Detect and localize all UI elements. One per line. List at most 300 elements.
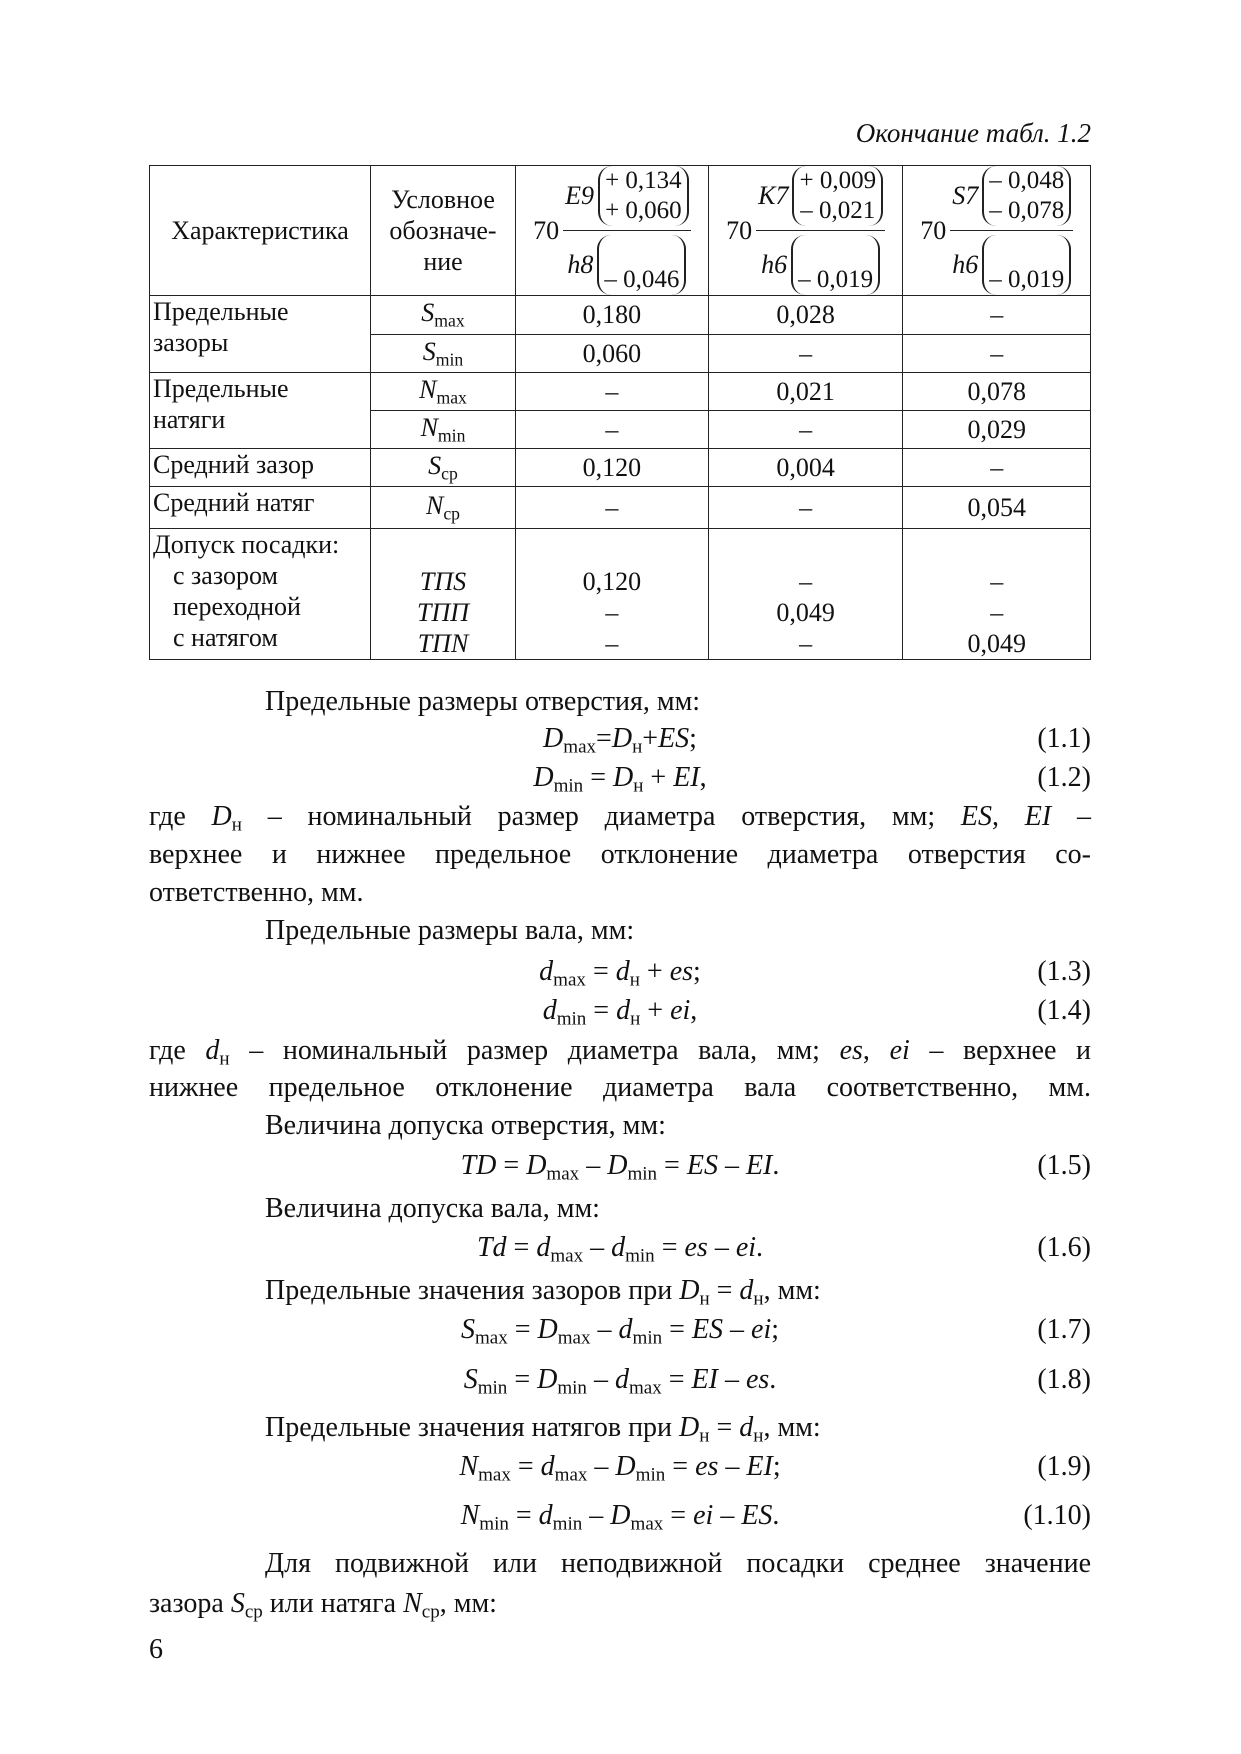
fit-hole [756,166,885,231]
label-line: Средний натяг [153,488,315,517]
math-symbol: d [618,1314,633,1345]
math-symbol: es [684,1232,708,1263]
math-symbol: Td [476,1232,507,1263]
text-segment: + [640,995,671,1026]
symbol-cell [371,373,516,411]
math-subscript: max [478,1464,511,1486]
math-subscript: max [557,1327,591,1349]
symbol-cell [371,487,516,529]
header-symbol-line: ние [423,247,463,276]
hole-deviations [982,166,1071,226]
symbol: S [428,450,442,480]
text-segment: , [992,801,1025,832]
line-content [543,721,697,766]
math-symbol: d [536,1232,551,1263]
math-subscript: min [556,1008,587,1030]
text-segment: – номинальный размер диаметра вала, мм; [229,1035,840,1066]
formula-line [149,993,1091,1038]
label-line: натяги [153,405,226,434]
text-segment: = [510,1451,541,1482]
math-subscript: min [632,1327,663,1349]
text-segment: , [862,1035,890,1066]
value-cell: – [903,335,1091,373]
symbol-subscript: min [435,349,464,370]
fit-shaft [565,231,688,295]
text-line [149,1273,1091,1318]
text-line [149,684,1091,720]
line-content [207,1410,821,1455]
fit-fraction [563,166,691,295]
math-symbol: EI [673,762,700,793]
label-line: Предельные [153,297,289,326]
header-fit [903,166,1091,296]
text-segment: – [713,1500,742,1531]
text-segment: , мм: [763,1275,821,1306]
math-symbol: ES [686,1150,718,1181]
math-symbol: EI [691,1364,718,1395]
text-segment: верхнее и нижнее предельное отклонение диаметра отверстия со- [149,839,1091,870]
math-symbol: d [611,1232,626,1263]
math-symbol: d [205,1035,220,1066]
math-symbol: S [463,1364,478,1395]
line-content [207,1108,666,1144]
line-content [459,1449,780,1494]
math-symbol: S [460,1314,475,1345]
value-cell: – [708,487,903,529]
tolerance-symbol: TПN [417,629,469,658]
label-line: зазоры [153,328,229,357]
value-cell: 0,120 [516,449,709,487]
deviation [989,235,1064,265]
text-segment: или натяга [262,1588,404,1619]
value-cell: 0,054 [903,487,1091,529]
shaft-field: h6 [952,250,979,279]
text-line [149,1586,1091,1631]
formula-line [149,721,1091,766]
text-segment: ; [693,956,701,987]
math-symbol: D [679,1275,700,1306]
math-symbol: TD [460,1150,497,1181]
text-segment: Величина допуска вала, мм: [265,1193,600,1224]
characteristic-label [150,449,371,487]
equation-number: (1.1) [1037,723,1091,754]
symbol-subscript: ср [443,503,461,524]
math-symbol: d [739,1412,754,1443]
text-segment: – [723,1314,752,1345]
value-cell: 0,004 [708,449,903,487]
shaft-field: h8 [567,250,594,279]
fit-nominal: 70 [533,215,560,245]
text-segment: – [583,1232,612,1263]
symbol-subscript: max [434,310,465,331]
characteristic-label [150,373,371,449]
hole-field: E9 [565,181,595,210]
equation-number: (1.9) [1037,1451,1091,1482]
text-segment: , мм: [763,1412,821,1443]
text-line [149,1108,1091,1144]
text-segment: нижнее предельное отклонение диаметра вала соответственно, мм. [149,1072,1091,1103]
symbol: N [419,374,437,404]
math-subscript: max [553,969,586,991]
math-symbol: EI [746,1451,773,1482]
text-segment: Для подвижной или неподвижной посадки среднее значение [265,1548,1091,1579]
line-content [461,1498,780,1543]
formula-line [149,1362,1091,1407]
math-symbol: D [611,723,633,754]
text-segment: = [709,1275,740,1306]
math-symbol: D [612,762,634,793]
page-number: 6 [149,1634,163,1665]
tolerance-labels [150,529,371,660]
fit-nominal: 70 [920,215,947,245]
table-row [150,373,1091,411]
math-symbol: D [533,762,554,793]
math-symbol: N [403,1588,422,1619]
math-subscript: min [552,1513,583,1535]
math-subscript: min [479,1513,509,1535]
characteristic-label [150,296,371,373]
value-cell: – [903,296,1091,335]
text-segment: = [506,1232,537,1263]
math-subscript: max [474,1327,508,1349]
text-segment: зазора [149,1588,231,1619]
math-symbol: es [695,1451,719,1482]
shaft-deviations [791,235,880,295]
tolerance-value: – [605,629,619,658]
math-subscript: min [625,1245,655,1267]
math-symbol: N [460,1500,480,1531]
tolerance-value: – [799,629,813,658]
text-segment: Предельные размеры вала, мм: [265,915,635,946]
text-segment: = [657,1150,687,1181]
symbol-cell [371,449,516,487]
math-subscript: н [630,1008,641,1030]
tolerance-value: 0,049 [776,598,835,627]
text-line [149,1410,1091,1455]
text-segment: , [690,995,698,1026]
characteristic-label [150,487,371,529]
equation-number: (1.5) [1037,1150,1091,1181]
line-content [207,1191,600,1227]
math-subscript: ср [244,1601,263,1623]
equation-number: (1.7) [1037,1314,1091,1345]
math-subscript: max [554,1464,588,1486]
text-segment: – [707,1232,736,1263]
value-cell: – [516,373,709,411]
text-line [149,1070,1091,1106]
math-symbol: D [679,1412,700,1443]
math-symbol: es [745,1364,770,1395]
tolerance-value: – [799,567,813,596]
text-segment: , [699,762,707,793]
value-cell: – [516,487,709,529]
header-characteristic: Характеристика [150,166,371,296]
math-symbol: ES [741,1500,773,1531]
symbol-cell [371,411,516,449]
equation-number: (1.2) [1037,762,1091,793]
value-cell: – [708,411,903,449]
math-symbol: ei [693,1500,714,1531]
text-segment: = [508,1500,539,1531]
formula-line [149,1148,1091,1193]
equation-number: (1.4) [1037,995,1091,1026]
deviation: – 0,021 [800,197,876,224]
math-subscript: ср [421,1601,440,1623]
symbol: N [420,412,438,442]
text-segment: = [654,1232,685,1263]
line-content [533,760,706,805]
math-symbol: D [615,1451,636,1482]
symbol-subscript: ср [441,463,458,484]
text-segment: = [496,1150,527,1181]
hole-deviations [792,166,883,226]
text-segment: ; [689,723,697,754]
deviation: – 0,046 [604,266,680,293]
math-subscript: н [633,775,644,797]
math-symbol: ES [960,801,993,832]
line-content [207,1273,821,1318]
shaft-deviations [597,235,686,295]
header-symbol-line: Условное [391,185,495,214]
value-cell: 0,029 [903,411,1091,449]
deviation: – 0,019 [989,266,1065,293]
value-cell: 0,078 [903,373,1091,411]
text-segment: ; [772,1451,781,1482]
shaft-field: h6 [761,250,788,279]
math-symbol: EI [745,1150,773,1181]
hole-deviations [598,166,689,226]
math-symbol: ES [691,1314,724,1345]
math-symbol: d [616,995,631,1026]
deviation: + 0,060 [605,197,682,224]
text-segment: – [586,1364,615,1395]
value-cell: 0,060 [516,335,709,373]
tolerance-label: переходной [173,592,301,621]
deviation [798,235,873,265]
math-symbol: D [607,1150,628,1181]
math-subscript: max [550,1245,584,1267]
math-symbol: ei [889,1035,910,1066]
header-row [150,166,1091,296]
text-segment: – [579,1150,608,1181]
formula-line [149,1312,1091,1357]
tolerance-value: 0,049 [967,629,1026,658]
text-segment: – [717,1364,746,1395]
tolerance-value: – [990,567,1004,596]
math-symbol: D [526,1150,547,1181]
deviation: – 0,019 [798,266,874,293]
tolerance-value: – [990,598,1004,627]
math-symbol: D [537,1364,558,1395]
symbol: S [422,336,436,366]
deviation: – 0,078 [989,197,1065,224]
text-line [149,875,1091,911]
math-symbol: D [211,801,232,832]
line-content [461,1312,779,1357]
symbol-cell [371,296,516,335]
symbol-subscript: max [436,387,467,408]
formula-line [149,760,1091,805]
math-symbol: ei [751,1314,772,1345]
math-subscript: max [546,1163,580,1185]
fit-notation [906,166,1087,295]
math-symbol: N [459,1451,479,1482]
shaft-deviations [982,235,1071,295]
fits-table [149,165,1091,660]
header-fit [708,166,903,296]
math-symbol: D [543,723,564,754]
math-symbol: EI [1024,801,1052,832]
math-symbol: d [615,956,630,987]
line-content [461,1148,780,1193]
text-segment: = [596,723,612,754]
line-content [207,913,634,949]
text-segment: где [149,1035,206,1066]
text-segment: , мм: [439,1588,497,1619]
text-segment: + [643,762,674,793]
label-line: Средний зазор [153,450,314,479]
text-segment: – [717,1150,746,1181]
table-row [150,487,1091,529]
math-symbol: es [839,1035,863,1066]
value-cell: – [516,411,709,449]
math-subscript: min [635,1464,666,1486]
text-line [149,913,1091,949]
formula-line [149,954,1091,999]
text-segment: ответственно, мм. [149,877,364,908]
line-content [149,1070,1091,1106]
deviation [604,235,679,265]
math-symbol: D [610,1500,631,1531]
value-cell: 0,180 [516,296,709,335]
math-symbol: S [230,1588,245,1619]
text-segment: . [769,1364,777,1395]
line-content [464,1362,777,1407]
tolerance-label: с зазором [173,561,278,590]
math-symbol: d [539,956,554,987]
text-segment: = [507,1314,538,1345]
formula-line [149,1498,1091,1543]
math-subscript: н [629,969,640,991]
math-symbol: ei [670,995,691,1026]
line-content [207,1546,1091,1582]
text-segment: = [586,995,617,1026]
text-segment: Величина допуска отверстия, мм: [265,1110,666,1141]
symbol-subscript: min [437,425,466,446]
text-segment: + [642,723,659,754]
math-symbol: d [538,1500,553,1531]
line-content [543,993,698,1038]
text-segment: = [661,1364,692,1395]
tolerance-values [708,529,903,660]
formula-line [149,1230,1091,1275]
deviation: + 0,009 [799,167,877,194]
math-subscript: min [627,1163,658,1185]
text-segment: = [663,1500,694,1531]
math-symbol: d [540,1451,555,1482]
hole-field: S7 [952,181,979,210]
text-segment: = [709,1412,740,1443]
line-content [477,1230,763,1275]
deviation: – 0,048 [989,167,1065,194]
math-subscript: min [477,1377,508,1399]
equation-number: (1.8) [1037,1364,1091,1395]
math-symbol: d [542,995,557,1026]
fit-shaft [759,231,882,295]
text-segment: где [149,801,212,832]
fit-nominal: 70 [726,215,753,245]
math-subscript: н [753,1425,764,1447]
line-content [539,954,701,999]
symbol: S [421,298,435,328]
text-segment: Предельные значения натягов при [265,1412,680,1443]
line-content [149,875,363,911]
header-symbol [371,166,516,296]
symbol-cell [371,335,516,373]
text-segment: . [756,1232,764,1263]
math-subscript: max [630,1513,664,1535]
formula-line [149,1449,1091,1494]
value-cell: 0,028 [708,296,903,335]
text-segment: = [662,1314,692,1345]
math-symbol: D [537,1314,558,1345]
math-subscript: max [563,736,597,758]
fit-shaft [950,231,1073,295]
math-symbol: es [669,956,694,987]
table-row [150,449,1091,487]
value-cell: – [903,449,1091,487]
line-content [207,684,700,720]
text-segment: Предельные размеры отверстия, мм: [265,686,701,717]
tolerance-values [903,529,1091,660]
math-subscript: н [699,1425,710,1447]
equation-number: (1.10) [1023,1500,1091,1531]
text-segment: – [1051,801,1092,832]
label-line: Предельные [153,374,289,403]
tolerance-value: – [605,598,619,627]
deviation: + 0,134 [605,167,682,194]
text-segment: + [639,956,670,987]
fit-notation [712,166,900,295]
line-content [149,837,1091,873]
text-line [149,837,1091,873]
text-segment: = [507,1364,538,1395]
equation-number: (1.3) [1037,956,1091,987]
text-segment: – [718,1451,747,1482]
text-segment: . [772,1150,780,1181]
tolerance-row [150,529,1091,660]
tolerance-label: с натягом [173,623,278,652]
line-content [149,1586,497,1631]
math-symbol: ES [658,723,690,754]
hole-field: K7 [758,181,789,210]
text-line [149,1191,1091,1227]
table-caption: Окончание табл. 1.2 [855,118,1091,148]
math-symbol: d [739,1275,754,1306]
math-subscript: min [557,1377,587,1399]
symbol: N [425,490,444,520]
tolerance-values [516,529,709,660]
math-subscript: н [753,1288,764,1310]
text-segment: Предельные значения зазоров при [265,1275,680,1306]
fit-fraction [950,166,1073,295]
fit-hole [563,166,691,231]
math-subscript: max [628,1377,662,1399]
tolerance-symbol: TПП [416,598,469,627]
fit-fraction [756,166,885,295]
fit-hole [950,166,1073,231]
text-segment: = [665,1451,696,1482]
